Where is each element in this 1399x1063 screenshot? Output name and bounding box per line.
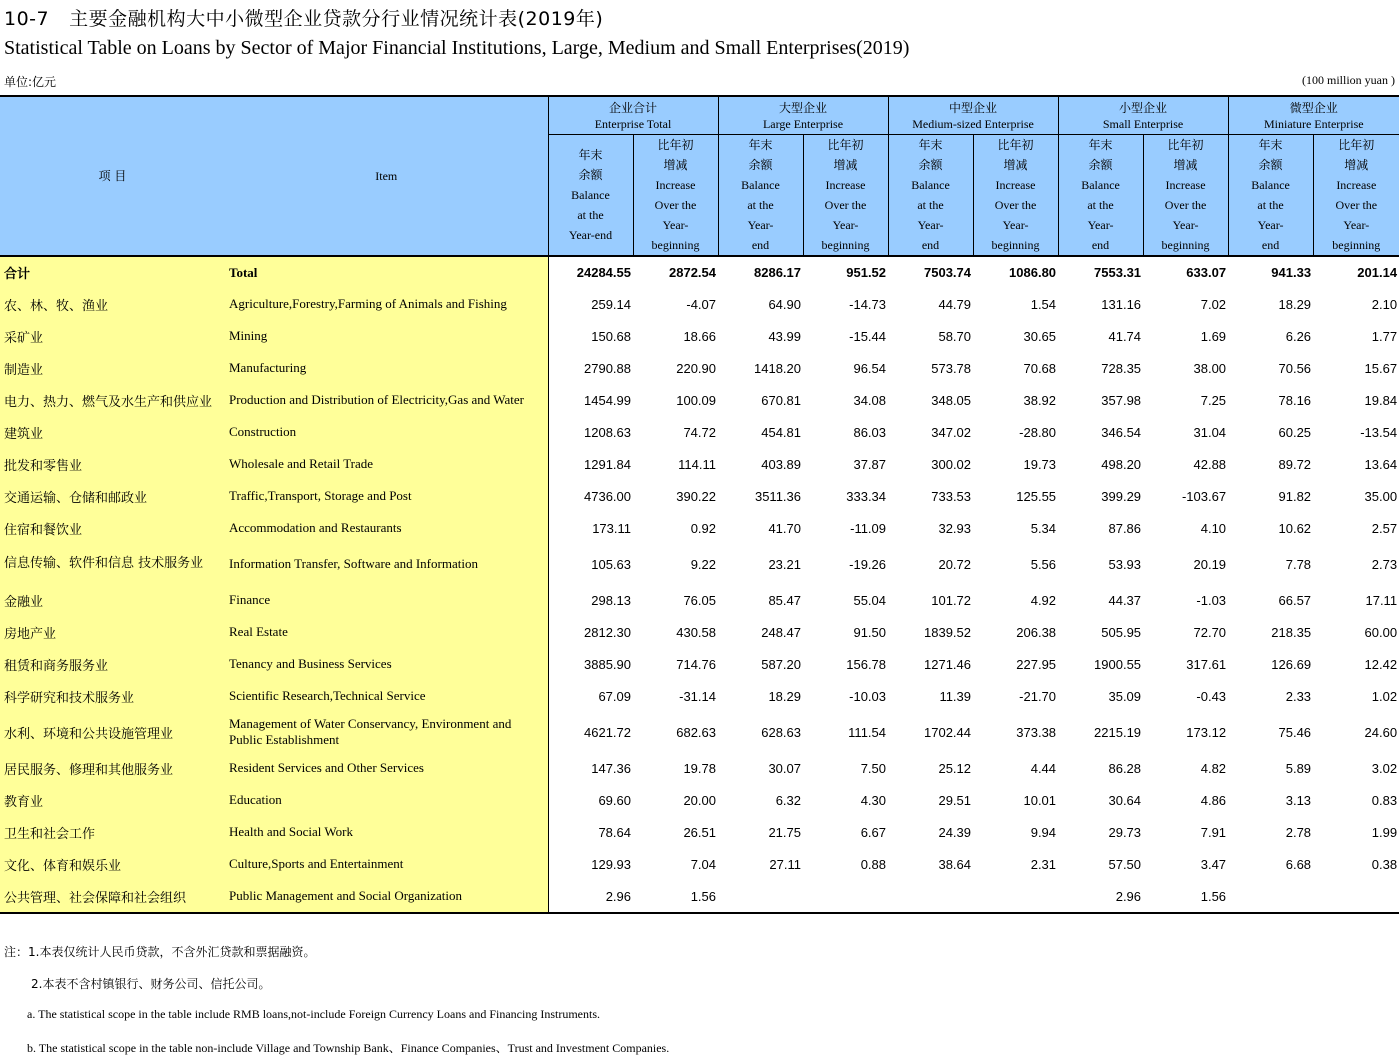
value-cell: 4.44 (1030, 760, 1057, 776)
value-cell: 4.10 (1200, 520, 1227, 536)
table-row (0, 288, 1399, 320)
value-cell: 4736.00 (584, 488, 631, 504)
value-cell: 156.78 (846, 656, 887, 672)
value-cell: 89.72 (1278, 456, 1312, 472)
value-cell: 18.66 (683, 328, 716, 344)
value-cell: 4.82 (1200, 760, 1227, 776)
row-label-en: Mining (225, 320, 548, 352)
value-cell: 2790.88 (584, 360, 631, 376)
row-label-en: Total (225, 256, 548, 288)
value-cell: 86.28 (1108, 760, 1142, 776)
value-cell: 430.58 (676, 624, 716, 640)
value-cell: 55.04 (853, 592, 887, 608)
value-cell: 298.13 (591, 592, 631, 608)
table-row (0, 648, 1399, 680)
value-cell: 20.19 (1193, 556, 1227, 572)
value-cell (803, 880, 888, 913)
table-row (0, 512, 1399, 544)
value-cell: 1454.99 (584, 392, 631, 408)
row-label-en: Wholesale and Retail Trade (225, 448, 548, 480)
value-cell: 573.78 (931, 360, 972, 376)
value-cell: 2.78 (1285, 824, 1312, 840)
value-cell: 3885.90 (584, 656, 631, 672)
value-cell: 7.02 (1200, 296, 1227, 312)
row-label-cn: 房地产业 (0, 616, 225, 648)
value-cell: 1291.84 (584, 456, 631, 472)
value-cell: 70.68 (1023, 360, 1057, 376)
row-label-en: Construction (225, 416, 548, 448)
value-cell: 96.54 (853, 360, 887, 376)
row-label-cn: 文化、体育和娱乐业 (0, 848, 225, 880)
value-cell: 76.05 (683, 592, 716, 608)
value-cell: 218.35 (1271, 624, 1312, 640)
value-cell: 10.01 (1023, 792, 1057, 808)
row-label-cn: 科学研究和技术服务业 (0, 680, 225, 712)
table-row (0, 584, 1399, 616)
value-cell: 85.47 (768, 592, 801, 608)
row-label-en: Finance (225, 584, 548, 616)
balance-header: 年末 余额 Balance at the Year- end (718, 135, 803, 257)
table-row (0, 616, 1399, 648)
value-cell: 44.79 (938, 296, 972, 312)
value-cell: 147.36 (591, 760, 631, 776)
value-cell: 70.56 (1278, 360, 1312, 376)
value-cell: 6.26 (1285, 328, 1312, 344)
value-cell: 2215.19 (1094, 724, 1142, 740)
row-label-en: Tenancy and Business Services (225, 648, 548, 680)
value-cell: 29.73 (1108, 824, 1142, 840)
value-cell: 633.07 (1143, 256, 1228, 288)
row-label-cn: 居民服务、修理和其他服务业 (0, 752, 225, 784)
value-cell: -0.43 (1196, 688, 1227, 704)
value-cell: 31.04 (1193, 424, 1227, 440)
value-cell: 227.95 (1016, 656, 1057, 672)
value-cell: 4.92 (1030, 592, 1057, 608)
value-cell: 58.70 (938, 328, 972, 344)
value-cell: 15.67 (1364, 360, 1398, 376)
value-cell: 4.86 (1200, 792, 1227, 808)
value-cell: 30.64 (1108, 792, 1142, 808)
value-cell: 53.93 (1108, 556, 1142, 572)
row-label-cn: 电力、热力、燃气及水生产和供应业 (0, 384, 225, 416)
value-cell: 26.51 (683, 824, 716, 840)
value-cell: 24.60 (1364, 724, 1398, 740)
value-cell: 587.20 (761, 656, 801, 672)
row-label-en: Public Management and Social Organization (225, 880, 548, 913)
value-cell: 41.74 (1108, 328, 1142, 344)
value-cell: 1.02 (1371, 688, 1398, 704)
value-cell: 38.92 (1023, 392, 1057, 408)
value-cell: 347.02 (931, 424, 972, 440)
row-label-en: Information Transfer, Software and Information (225, 544, 548, 584)
table-row (0, 544, 1399, 584)
unit-label-en: (100 million yuan ) (1302, 73, 1395, 87)
value-cell (973, 880, 1058, 913)
value-cell: 399.29 (1101, 488, 1142, 504)
group-header: 企业合计 Enterprise Total (548, 96, 718, 135)
increase-header: 比年初 增减 Increase Over the Year- beginning (633, 135, 718, 257)
value-cell: 206.38 (1016, 624, 1057, 640)
value-cell (888, 880, 973, 913)
value-cell: 19.78 (683, 760, 716, 776)
balance-header: 年末 余额 Balance at the Year- end (1228, 135, 1313, 257)
increase-header: 比年初 增减 Increase Over the Year- beginning (1313, 135, 1399, 257)
value-cell: 2.96 (1058, 880, 1143, 913)
value-cell: 74.72 (683, 424, 716, 440)
value-cell: 111.54 (848, 724, 887, 740)
value-cell: 3511.36 (754, 488, 801, 504)
value-cell: 126.69 (1271, 656, 1312, 672)
value-cell: 66.57 (1278, 592, 1312, 608)
value-cell: 2812.30 (584, 624, 631, 640)
value-cell: 0.92 (690, 520, 716, 536)
row-label-cn: 农、林、牧、渔业 (0, 288, 225, 320)
value-cell: 11.39 (939, 688, 972, 704)
table-row (0, 320, 1399, 352)
value-cell: 129.93 (591, 856, 631, 872)
item-header-cn: 项 目 (0, 96, 225, 256)
increase-header: 比年初 增减 Increase Over the Year- beginning (1143, 135, 1228, 257)
value-cell: 9.94 (1030, 824, 1057, 840)
row-label-cn: 信息传输、软件和信息 技术服务业 (0, 544, 225, 584)
value-cell: 505.95 (1101, 624, 1142, 640)
value-cell: 373.38 (1016, 724, 1057, 740)
value-cell: 390.22 (676, 488, 716, 504)
row-label-en: Management of Water Conservancy, Environment and Public Establishment (225, 712, 548, 752)
value-cell: 57.50 (1108, 856, 1142, 872)
value-cell: 75.46 (1278, 724, 1312, 740)
value-cell: 5.34 (1030, 520, 1057, 536)
value-cell: 34.08 (853, 392, 887, 408)
value-cell: 733.53 (931, 488, 972, 504)
value-cell: 8286.17 (718, 256, 803, 288)
value-cell: 2.33 (1285, 688, 1312, 704)
note-1: 注：1.本表仅统计人民币贷款，不含外汇贷款和票据融资。 (4, 945, 316, 959)
value-cell: 1839.52 (924, 624, 972, 640)
table-row (0, 480, 1399, 512)
value-cell: 0.38 (1371, 856, 1398, 872)
increase-header: 比年初 增减 Increase Over the Year- beginning (803, 135, 888, 257)
value-cell: 670.81 (761, 392, 801, 408)
value-cell: 24284.55 (548, 256, 633, 288)
value-cell: 248.47 (761, 624, 801, 640)
value-cell: 3.02 (1371, 760, 1398, 776)
table-row (0, 712, 1399, 752)
value-cell: -19.26 (849, 556, 887, 572)
note-a: a. The statistical scope in the table include RMB loans,not-include Foreign Currency Loans and Financing Instruments. (27, 1007, 600, 1021)
value-cell: 32.93 (938, 520, 972, 536)
balance-header: 年末 余额 Balance at the Year- end (888, 135, 973, 257)
table-body (0, 256, 1399, 913)
value-cell: 2.10 (1371, 296, 1398, 312)
value-cell: 941.33 (1228, 256, 1313, 288)
value-cell: 682.63 (676, 724, 716, 740)
value-cell: 346.54 (1101, 424, 1142, 440)
value-cell: 6.68 (1285, 856, 1312, 872)
value-cell: 42.88 (1193, 456, 1227, 472)
value-cell: 19.73 (1023, 456, 1057, 472)
item-header-en: Item (225, 96, 548, 256)
value-cell: 91.82 (1278, 488, 1312, 504)
row-label-cn: 公共管理、社会保障和社会组织 (0, 880, 225, 913)
row-label-cn: 合计 (0, 256, 225, 288)
value-cell: 357.98 (1101, 392, 1142, 408)
value-cell: 38.64 (938, 856, 972, 872)
value-cell: 23.21 (768, 556, 801, 572)
value-cell: 12.42 (1364, 656, 1398, 672)
value-cell: 2872.54 (633, 256, 718, 288)
value-cell: 6.32 (775, 792, 801, 808)
value-cell: 7.78 (1285, 556, 1312, 572)
table-row (0, 848, 1399, 880)
value-cell: 1.69 (1200, 328, 1227, 344)
value-cell: 60.25 (1278, 424, 1312, 440)
value-cell: 1.99 (1371, 824, 1398, 840)
value-cell: 454.81 (761, 424, 801, 440)
increase-header: 比年初 增减 Increase Over the Year- beginning (973, 135, 1058, 257)
value-cell: -1.03 (1196, 592, 1227, 608)
note-2: 2.本表不含村镇银行、财务公司、信托公司。 (31, 977, 271, 991)
value-cell: 10.62 (1278, 520, 1312, 536)
value-cell: -21.70 (1019, 688, 1057, 704)
table-row (0, 416, 1399, 448)
value-cell: 64.90 (768, 296, 801, 312)
value-cell: 7.25 (1200, 392, 1227, 408)
value-cell: 17.11 (1365, 592, 1398, 608)
row-label-en: Resident Services and Other Services (225, 752, 548, 784)
value-cell: 2.73 (1371, 556, 1398, 572)
value-cell: 2.96 (548, 880, 633, 913)
value-cell: 91.50 (853, 624, 887, 640)
value-cell: 300.02 (931, 456, 972, 472)
page-title-cn: 10-7 主要金融机构大中小微型企业贷款分行业情况统计表(2019年) (4, 8, 604, 30)
row-label-en: Accommodation and Restaurants (225, 512, 548, 544)
value-cell: 4.30 (860, 792, 887, 808)
value-cell: 21.75 (768, 824, 801, 840)
value-cell: 30.07 (768, 760, 801, 776)
value-cell: 114.11 (678, 456, 716, 472)
value-cell: 35.00 (1364, 488, 1398, 504)
value-cell: 20.00 (683, 792, 716, 808)
group-header: 中型企业 Medium-sized Enterprise (888, 96, 1058, 135)
value-cell: 173.12 (1186, 724, 1227, 740)
value-cell: 7.50 (860, 760, 887, 776)
value-cell: 69.60 (598, 792, 631, 808)
value-cell: 30.65 (1023, 328, 1057, 344)
row-label-cn: 批发和零售业 (0, 448, 225, 480)
value-cell: 0.88 (860, 856, 887, 872)
value-cell: 125.55 (1016, 488, 1057, 504)
value-cell (1313, 880, 1399, 913)
value-cell (718, 880, 803, 913)
value-cell: -28.80 (1019, 424, 1057, 440)
total-row (0, 256, 1399, 288)
table-row (0, 880, 1399, 913)
value-cell: 220.90 (676, 360, 716, 376)
value-cell: 60.00 (1364, 624, 1398, 640)
loans-table (0, 95, 1399, 914)
value-cell: -31.14 (679, 688, 716, 704)
value-cell: 951.52 (803, 256, 888, 288)
value-cell: -14.73 (849, 296, 887, 312)
value-cell: 67.09 (598, 688, 631, 704)
row-label-cn: 租赁和商务服务业 (0, 648, 225, 680)
value-cell: 18.29 (768, 688, 801, 704)
value-cell: 1208.63 (584, 424, 631, 440)
value-cell: 1.77 (1371, 328, 1398, 344)
value-cell: 1900.55 (1094, 656, 1142, 672)
row-label-cn: 金融业 (0, 584, 225, 616)
value-cell: 403.89 (761, 456, 801, 472)
value-cell: 7503.74 (888, 256, 973, 288)
value-cell: 27.11 (769, 856, 801, 872)
row-label-cn: 建筑业 (0, 416, 225, 448)
value-cell: 24.39 (938, 824, 972, 840)
row-label-cn: 教育业 (0, 784, 225, 816)
value-cell: 105.63 (591, 556, 631, 572)
value-cell: 201.14 (1313, 256, 1399, 288)
note-b: b. The statistical scope in the table non-include Village and Township Bank、Finance Companies、Trust and Investment Companies. (27, 1041, 670, 1055)
value-cell: 7553.31 (1058, 256, 1143, 288)
value-cell: 7.04 (690, 856, 716, 872)
group-header: 小型企业 Small Enterprise (1058, 96, 1228, 135)
value-cell (1228, 880, 1313, 913)
row-label-cn: 采矿业 (0, 320, 225, 352)
balance-header: 年末 余额 Balance at the Year-end (548, 135, 633, 257)
value-cell: 1702.44 (924, 724, 972, 740)
value-cell: 25.12 (938, 760, 972, 776)
value-cell: 100.09 (676, 392, 716, 408)
value-cell: 1271.46 (924, 656, 972, 672)
group-header: 大型企业 Large Enterprise (718, 96, 888, 135)
value-cell: 5.56 (1030, 556, 1057, 572)
value-cell: 131.16 (1101, 296, 1142, 312)
value-cell: 41.70 (768, 520, 801, 536)
value-cell: 6.67 (860, 824, 887, 840)
value-cell: 72.70 (1193, 624, 1227, 640)
table-row (0, 448, 1399, 480)
value-cell: 20.72 (938, 556, 972, 572)
row-label-cn: 住宿和餐饮业 (0, 512, 225, 544)
value-cell: 101.72 (931, 592, 972, 608)
value-cell: 173.11 (592, 520, 631, 536)
value-cell: 498.20 (1101, 456, 1142, 472)
value-cell: 259.14 (591, 296, 631, 312)
value-cell: 1.56 (1143, 880, 1228, 913)
value-cell: 4621.72 (584, 724, 631, 740)
group-header: 微型企业 Miniature Enterprise (1228, 96, 1399, 135)
value-cell: 35.09 (1108, 688, 1142, 704)
row-label-cn: 卫生和社会工作 (0, 816, 225, 848)
value-cell: 628.63 (761, 724, 801, 740)
value-cell: -103.67 (1181, 488, 1227, 504)
value-cell: 87.86 (1108, 520, 1142, 536)
value-cell: 37.87 (853, 456, 887, 472)
value-cell: 78.64 (598, 824, 631, 840)
value-cell: 317.61 (1186, 656, 1227, 672)
row-label-en: Real Estate (225, 616, 548, 648)
value-cell: 44.37 (1108, 592, 1142, 608)
value-cell: 2.31 (1030, 856, 1057, 872)
value-cell: 38.00 (1193, 360, 1227, 376)
value-cell: -4.07 (686, 296, 716, 312)
value-cell: 2.57 (1371, 520, 1398, 536)
value-cell: 714.76 (676, 656, 716, 672)
row-label-en: Culture,Sports and Entertainment (225, 848, 548, 880)
value-cell: 3.13 (1285, 792, 1312, 808)
value-cell: 86.03 (853, 424, 887, 440)
table-row (0, 752, 1399, 784)
value-cell: -10.03 (849, 688, 887, 704)
row-label-en: Scientific Research,Technical Service (225, 680, 548, 712)
value-cell: 333.34 (846, 488, 887, 504)
value-cell: 3.47 (1200, 856, 1227, 872)
value-cell: 18.29 (1278, 296, 1312, 312)
unit-label-cn: 单位:亿元 (4, 75, 57, 89)
value-cell: 348.05 (931, 392, 972, 408)
value-cell: 1418.20 (754, 360, 801, 376)
value-cell: 728.35 (1101, 360, 1142, 376)
value-cell: -15.44 (849, 328, 887, 344)
value-cell: 150.68 (591, 328, 631, 344)
table-row (0, 680, 1399, 712)
row-label-en: Agriculture,Forestry,Farming of Animals and Fishing (225, 288, 548, 320)
value-cell: 1.56 (633, 880, 718, 913)
value-cell: 1086.80 (973, 256, 1058, 288)
value-cell: -11.09 (850, 520, 887, 536)
table-row (0, 352, 1399, 384)
table-row (0, 784, 1399, 816)
row-label-en: Manufacturing (225, 352, 548, 384)
table-row (0, 384, 1399, 416)
row-label-en: Traffic,Transport, Storage and Post (225, 480, 548, 512)
row-label-cn: 交通运输、仓储和邮政业 (0, 480, 225, 512)
value-cell: 78.16 (1278, 392, 1312, 408)
value-cell: 0.83 (1371, 792, 1398, 808)
row-label-cn: 水利、环境和公共设施管理业 (0, 712, 225, 752)
value-cell: -13.54 (1360, 424, 1398, 440)
row-label-en: Education (225, 784, 548, 816)
row-label-cn: 制造业 (0, 352, 225, 384)
value-cell: 1.54 (1030, 296, 1057, 312)
value-cell: 5.89 (1285, 760, 1312, 776)
table-row (0, 816, 1399, 848)
value-cell: 9.22 (690, 556, 716, 572)
value-cell: 43.99 (768, 328, 801, 344)
row-label-en: Production and Distribution of Electricity,Gas and Water (225, 384, 548, 416)
table-number: 10-7 (4, 8, 50, 30)
row-label-en: Health and Social Work (225, 816, 548, 848)
value-cell: 29.51 (938, 792, 972, 808)
value-cell: 13.64 (1364, 456, 1398, 472)
balance-header: 年末 余额 Balance at the Year- end (1058, 135, 1143, 257)
page-title-en: Statistical Table on Loans by Sector of Major Financial Institutions, Large, Medium and Small Enterprises(2019) (4, 37, 910, 59)
table-header (0, 96, 1399, 256)
value-cell: 7.91 (1200, 824, 1227, 840)
value-cell: 19.84 (1364, 392, 1398, 408)
